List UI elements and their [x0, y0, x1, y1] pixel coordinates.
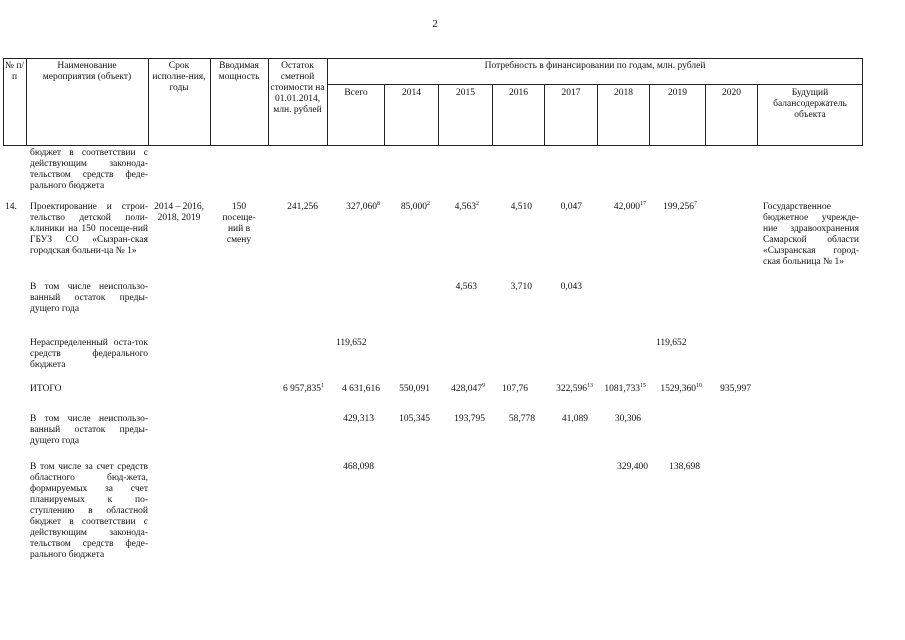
itogo-regional-name: В том числе за счет средств областного бюд-жета, формируемых за счет планируемых к по-ступлению в областной бюджет в соответствии с действующим законода-тельством средств феде-рального бюджета	[30, 462, 148, 560]
header-2017: 2017	[561, 88, 581, 98]
itogo-unused-2014: 105,345	[399, 414, 430, 424]
header-2019: 2019	[668, 88, 687, 98]
header-name: Наименование мероприятия (объект)	[42, 61, 132, 82]
header-2020: 2020	[722, 88, 741, 98]
itogo-regional-2018: 329,400	[617, 462, 648, 472]
itogo-unused-2017: 41,089	[561, 414, 588, 424]
itogo-2014: 550,091	[399, 384, 430, 394]
itogo-unused-2016: 58,778	[508, 414, 535, 424]
itogo-2020: 935,997	[720, 384, 751, 394]
carryover-text: бюджет в соответствии с действующим законода-тельством средств феде-рального бюджета	[30, 148, 148, 191]
header-2014: 2014	[402, 88, 421, 98]
row14-holder: Государственное бюджетное учрежде-ние здравоохранения Самарской области «Сызранская город-ская больница № 1»	[763, 202, 859, 267]
itogo-unused-2015: 193,795	[454, 414, 485, 424]
itogo-name: ИТОГО	[30, 384, 62, 394]
row14-2016: 4,510	[510, 202, 532, 212]
itogo-unused-name: В том числе неиспользо-ванный остаток преды-дущего года	[30, 414, 148, 446]
header-holder: Будущий балансодержатель объекта	[773, 88, 847, 120]
itogo-regional-total: 468,098	[343, 462, 374, 472]
row14-unused-2015: 4,563	[455, 282, 477, 292]
itogo-regional-2019: 138,698	[669, 462, 700, 472]
row14-total: 327,060$^8$	[346, 200, 380, 212]
row14-unused-2017: 0,043	[560, 282, 582, 292]
itogo-2017: 322,596$^{13}$	[556, 382, 593, 394]
undistributed-name: Нераспределенный оста-ток средств федерального бюджета	[30, 338, 148, 370]
row14-term: 2014 – 2016, 2018, 2019	[154, 202, 204, 223]
header-2018: 2018	[614, 88, 633, 98]
row14-2017: 0,047	[560, 202, 582, 212]
row14-name: Проектирование и строи-тельство детской поли-клиники на 150 посеще-ний ГБУЗ СО «Сызран-ская городская больни-ца № 1»	[30, 202, 148, 256]
header-remainder: Остаток сметной стоимости на 01.01.2014, млн. рублей	[270, 61, 325, 115]
itogo-2016: 107,76	[501, 384, 528, 394]
header-2016: 2016	[509, 88, 528, 98]
itogo-2015: 428,047$^9$	[451, 382, 485, 394]
row14-unused-2016: 3,710	[510, 282, 532, 292]
header-term: Срок исполне-ния, годы	[152, 61, 206, 93]
itogo-remainder: 6 957,835$^1$	[283, 382, 324, 394]
header-need: Потребность в финансировании по годам, млн. рублей	[484, 61, 706, 71]
header-total: Всего	[344, 88, 368, 98]
row14-capacity: 150 посеще-ний в смену	[222, 202, 256, 245]
header-2015: 2015	[456, 88, 475, 98]
row14-2014: 85,000$^2$	[400, 200, 430, 212]
itogo-2018: 1081,733$^{15}$	[604, 382, 646, 394]
header-capacity: Вводимая мощность	[218, 61, 260, 82]
itogo-unused-total: 429,313	[343, 414, 374, 424]
itogo-2019: 1529,360$^{10}$	[660, 382, 702, 394]
row14-2019: 199,256$^7$	[663, 200, 697, 212]
header-num: № п/п	[4, 61, 25, 82]
undistributed-2019: 119,652	[656, 338, 687, 348]
row14-num: 14.	[5, 202, 17, 212]
page-number: 2	[432, 18, 438, 30]
row14-unused-name: В том числе неиспользо-ванный остаток преды-дущего года	[30, 282, 148, 314]
row14-2015: 4,563$^2$	[454, 200, 479, 212]
itogo-unused-2018: 30,306	[614, 414, 641, 424]
itogo-total: 4 631,616	[342, 384, 380, 394]
row14-2018: 42,000$^{17}$	[613, 200, 646, 212]
row14-remainder: 241,256	[287, 202, 318, 212]
undistributed-total: 119,652	[336, 338, 367, 348]
